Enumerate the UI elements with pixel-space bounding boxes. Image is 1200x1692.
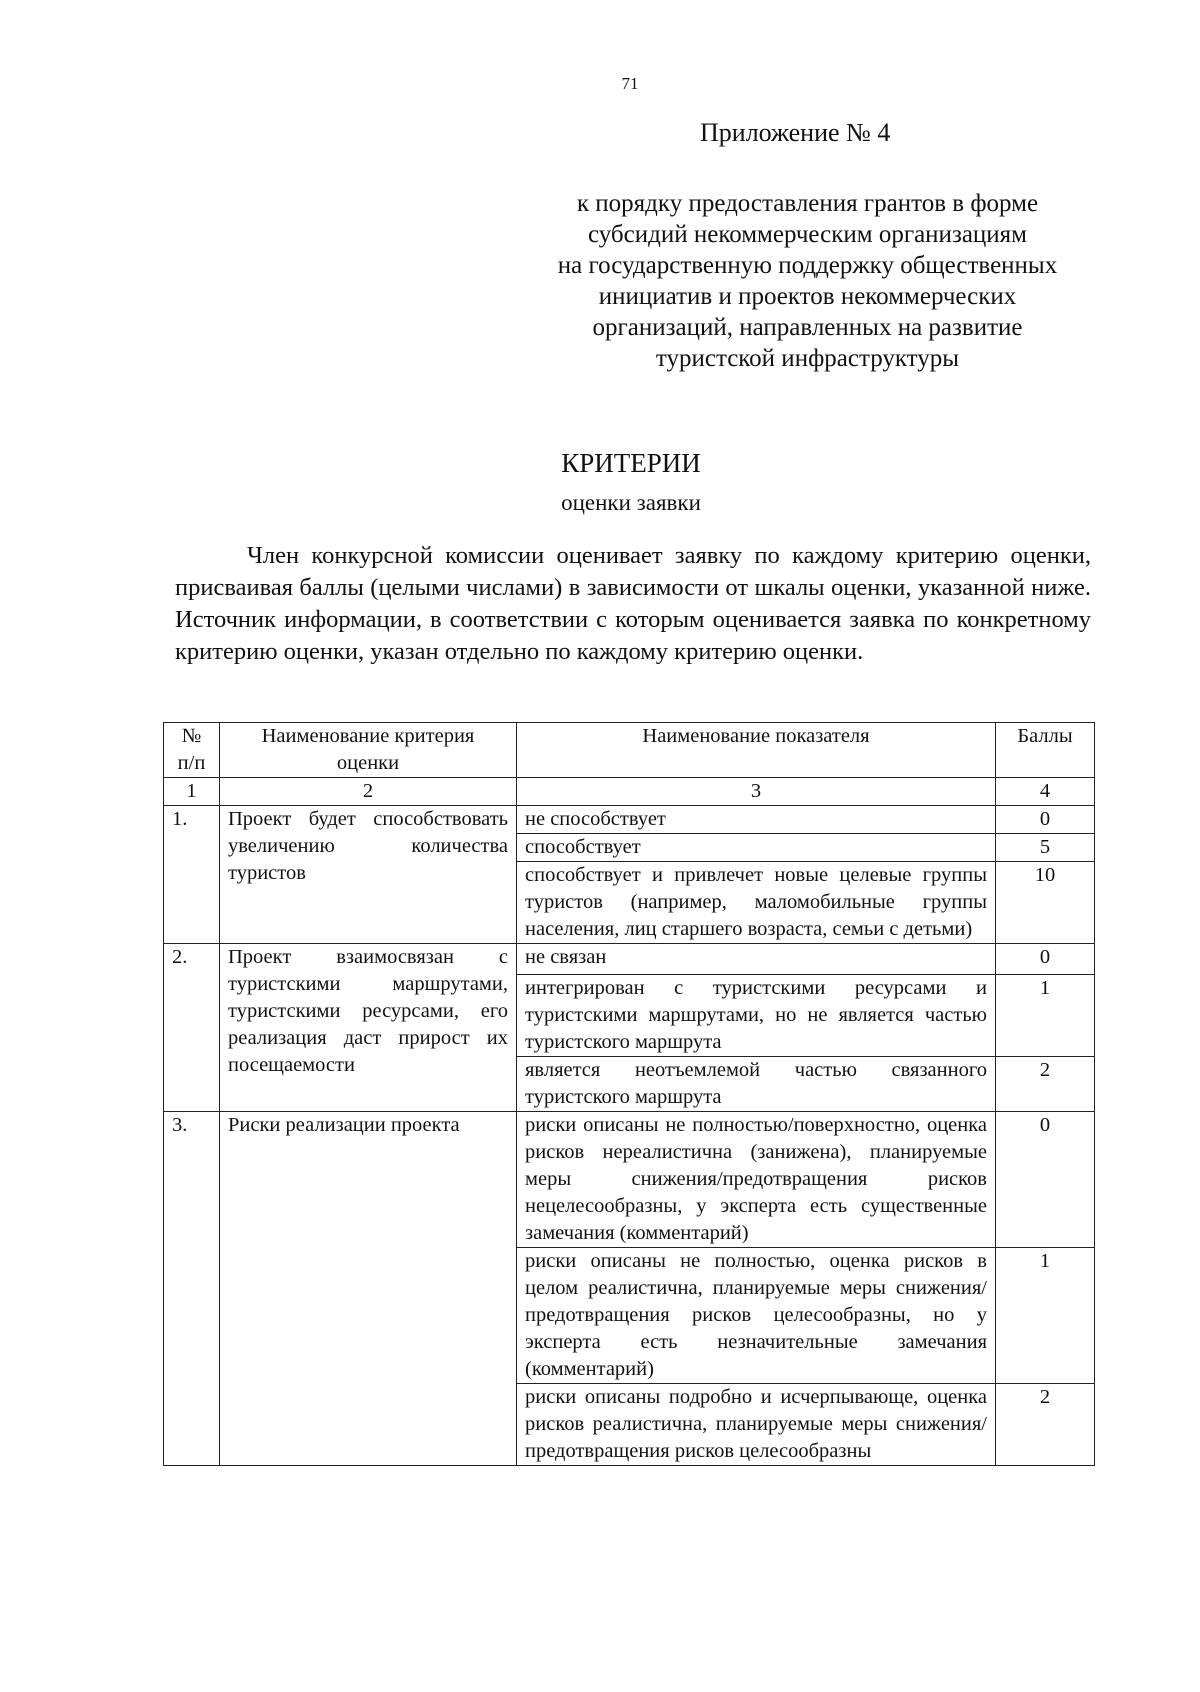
indicator-score: 0 [996, 1112, 1095, 1248]
table-row [164, 1112, 1095, 1248]
criterion-name: Риски реализации проекта [220, 1112, 517, 1466]
indicator-score: 10 [996, 862, 1095, 944]
indicator-score: 0 [996, 944, 1095, 975]
appendix-subtitle-line: на государственную поддержку общественных [557, 252, 1058, 279]
indicator-score: 2 [996, 1057, 1095, 1112]
table-header-row [164, 723, 1095, 778]
indicator-score: 1 [996, 1248, 1095, 1384]
indicator-text: интегрирован с туристскими ресурсами и туристскими маршрутами, но не является частью туристского маршрута [517, 975, 996, 1057]
document-title: КРИТЕРИИ [561, 448, 701, 478]
criteria-table [163, 722, 1095, 1466]
indicator-score: 0 [996, 806, 1095, 834]
table-row [164, 944, 1095, 975]
column-index-row [164, 778, 1095, 806]
indicator-text: способствует и привлечет новые целевые группы туристов (например, маломобильные группы населения, лиц старшего возраста, семьи с детьми) [517, 862, 996, 944]
appendix-subtitle-line: организаций, направленных на развитие [592, 314, 1023, 341]
appendix-subtitle-line: инициатив и проектов некоммерческих [598, 283, 1017, 310]
column-index: 4 [996, 778, 1095, 806]
indicator-text: не связан [517, 944, 996, 975]
indicator-score: 5 [996, 834, 1095, 862]
indicator-text: риски описаны подробно и исчерпывающе, оценка рисков реалистична, планируемые меры снижения/предотвращения рисков целесообразны [517, 1384, 996, 1466]
indicator-text: не способствует [517, 806, 996, 834]
appendix-subtitle-line: субсидий некоммерческим организациям [588, 221, 1027, 248]
column-index: 1 [164, 778, 220, 806]
document-subtitle: оценки заявки [561, 490, 701, 515]
indicator-score: 2 [996, 1384, 1095, 1466]
table-row [164, 806, 1095, 834]
indicator-text: риски описаны не полностью, оценка рисков в целом реалистична, планируемые меры снижения/предотвращения рисков целесообразны, но у эксперта есть незначительные замечания (комментарий) [517, 1248, 996, 1384]
appendix-subtitle-line: туристской инфраструктуры [655, 345, 960, 372]
indicator-text: способствует [517, 834, 996, 862]
column-index: 2 [220, 778, 517, 806]
criterion-name: Проект взаимосвязан с туристскими маршрутами, туристскими ресурсами, его реализация даст прирост их посещаемости [220, 944, 517, 1112]
criterion-name: Проект будет способствовать увеличению количества туристов [220, 806, 517, 944]
appendix-subtitle-line: к порядку предоставления грантов в форме [576, 190, 1039, 217]
appendix-subtitle [520, 188, 1095, 374]
header-score: Баллы [996, 723, 1095, 778]
header-indicator: Наименование показателя [517, 723, 996, 778]
row-num: 2. [164, 944, 220, 1112]
indicator-text: является неотъемлемой частью связанного туристского маршрута [517, 1057, 996, 1112]
header-criterion: Наименование критерия оценки [220, 723, 517, 778]
row-num: 3. [164, 1112, 220, 1466]
column-index: 3 [517, 778, 996, 806]
appendix-title: Приложение № 4 [700, 118, 891, 147]
intro-paragraph: Член конкурсной комиссии оценивает заявку по каждому критерию оценки, присваивая баллы (целыми числами) в зависимости от шкалы оценки, указанной ниже. Источник информации, в соответствии с которым оценивается заявка по конкретному критерию оценки, указан отдельно по каждому критерию оценки. [175, 542, 1091, 665]
page-number: 71 [621, 74, 639, 93]
header-num: № п/п [164, 723, 220, 778]
indicator-score: 1 [996, 975, 1095, 1057]
row-num: 1. [164, 806, 220, 944]
indicator-text: риски описаны не полностью/поверхностно, оценка рисков нереалистична (занижена), планируемые меры снижения/предотвращения рисков нецелесообразны, у эксперта есть существенные замечания (комментарий) [517, 1112, 996, 1248]
